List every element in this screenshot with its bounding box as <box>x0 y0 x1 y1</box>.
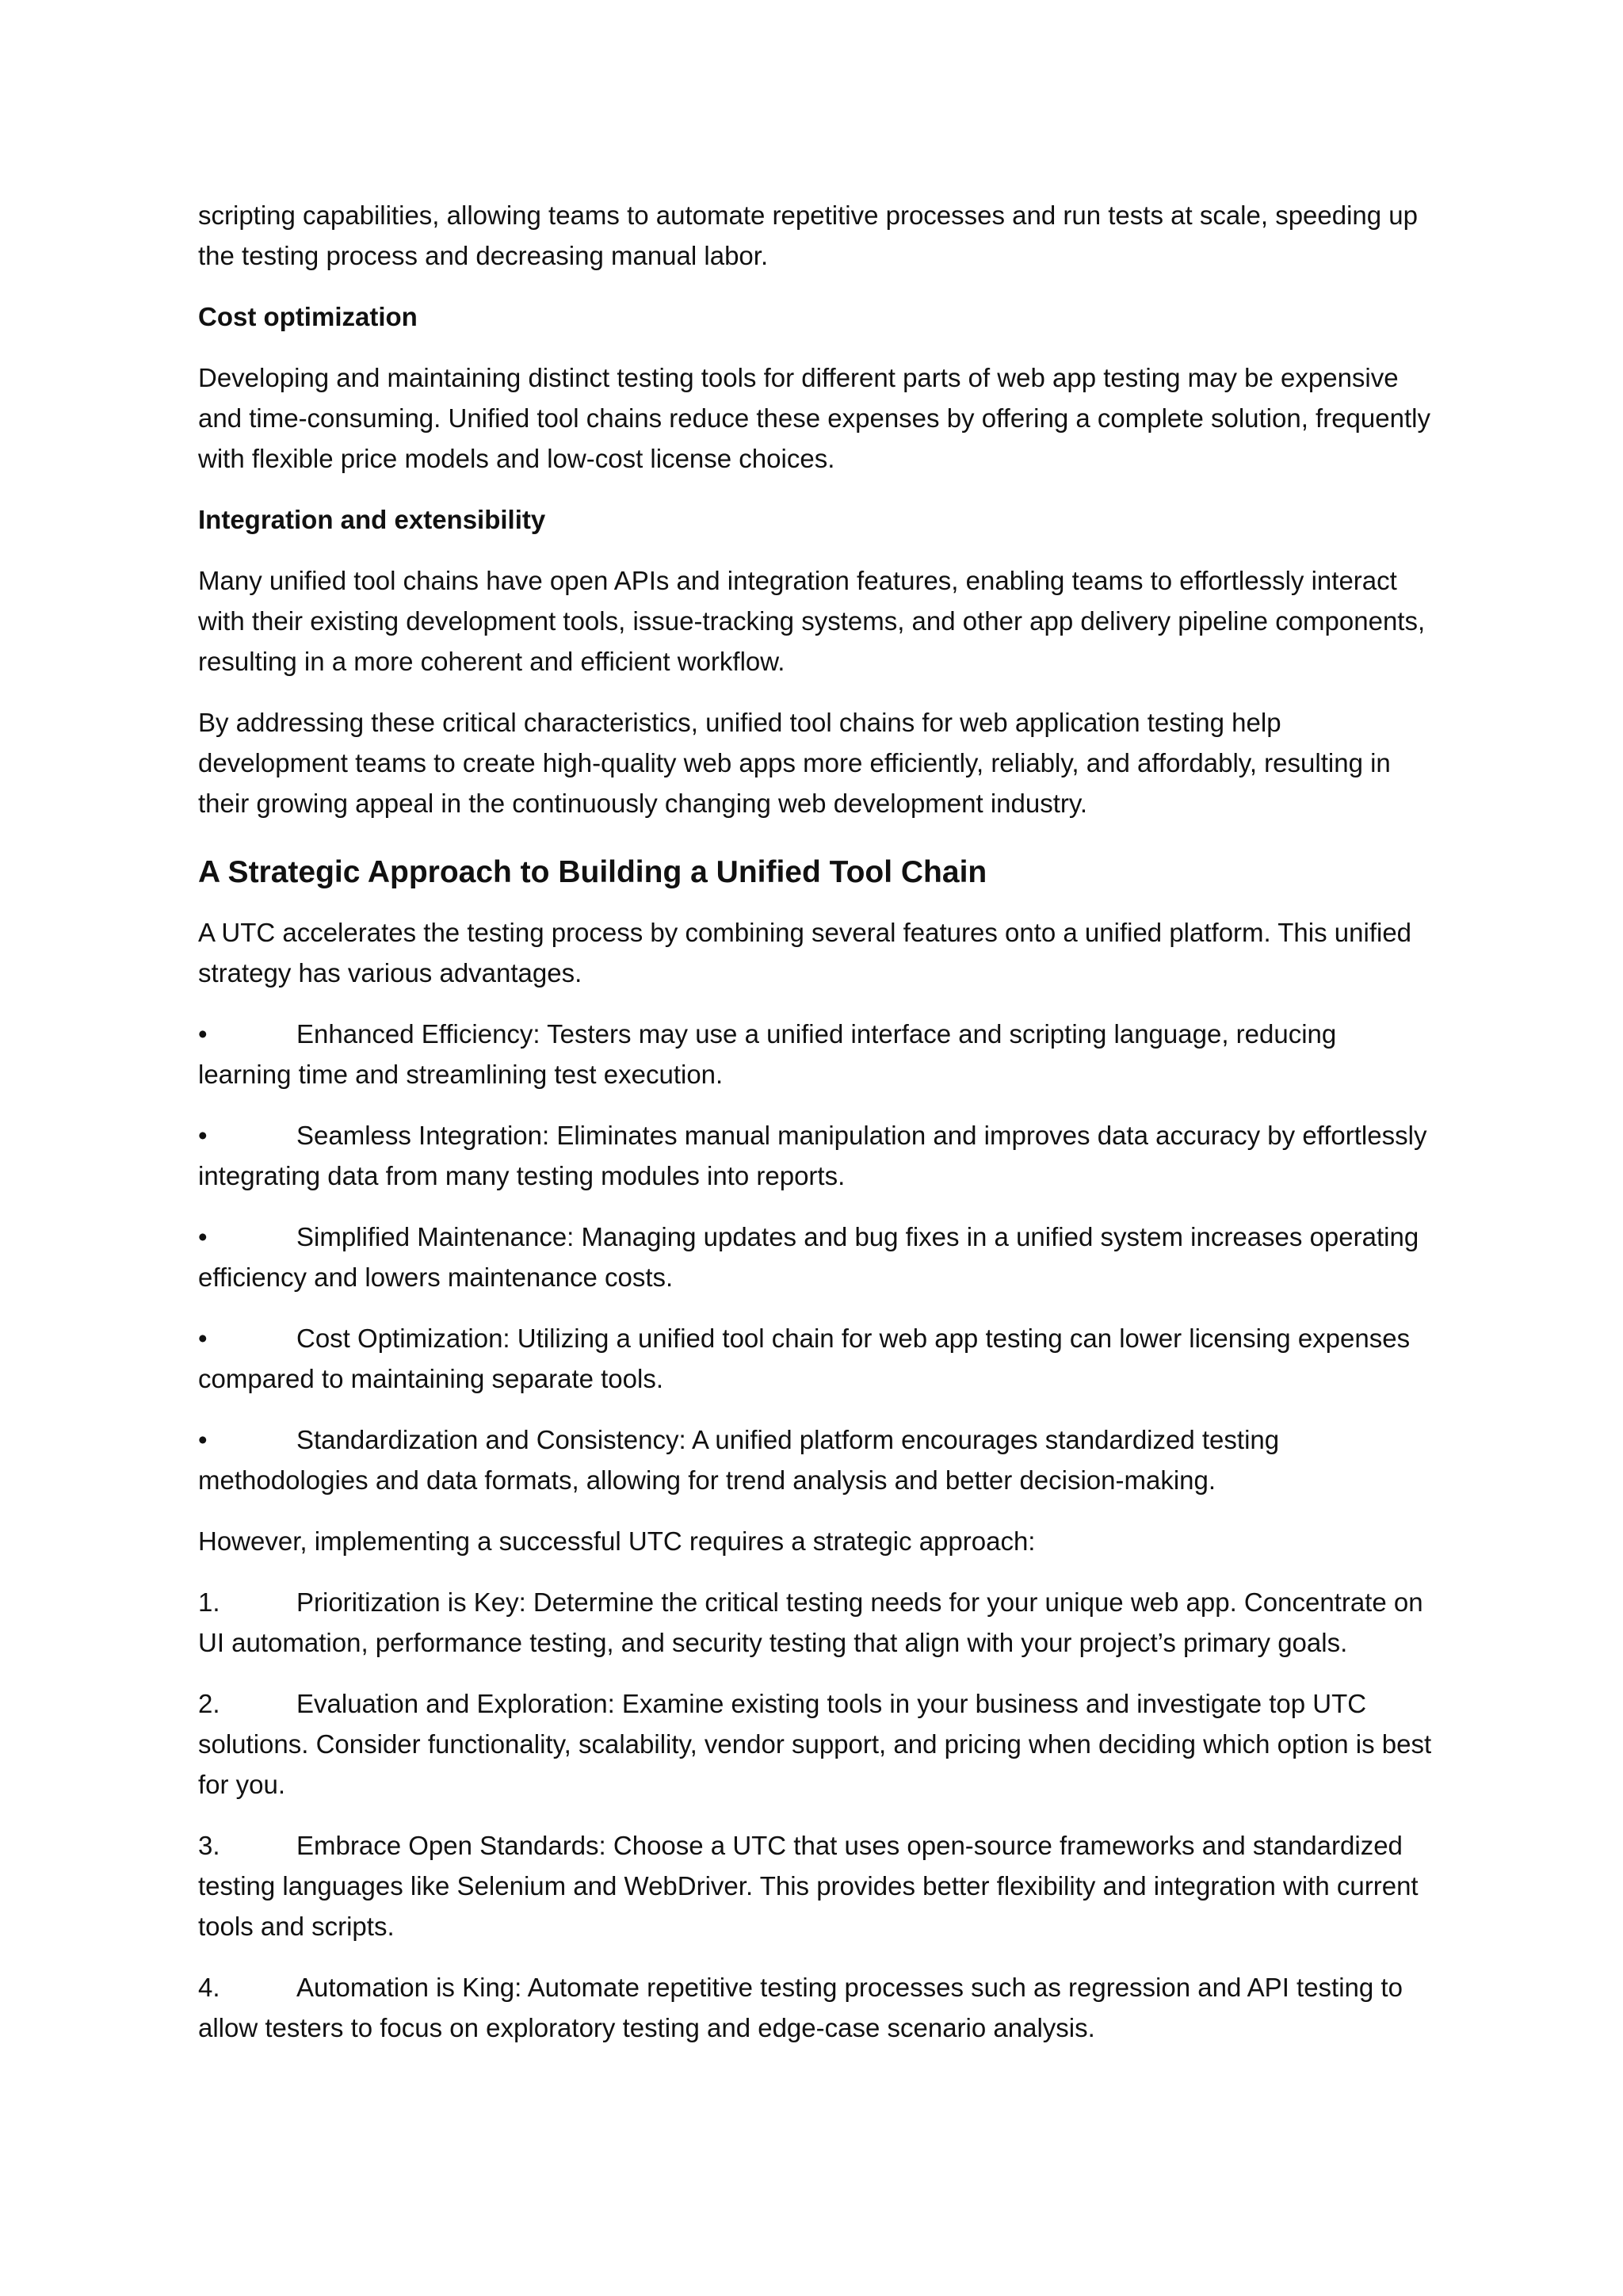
numbered-text: Automation is King: Automate repetitive testing processes such as regression and API testing to allow testers to focus on exploratory testing and edge-case scenario analysis. <box>198 1973 1403 2042</box>
bullet-text: Cost Optimization: Utilizing a unified tool chain for web app testing can lower licensing expenses compared to maintaining separate tools. <box>198 1324 1411 1393</box>
numbered-item <box>198 1582 1434 1663</box>
number-marker: 1. <box>198 1587 220 1617</box>
bullet-text: Seamless Integration: Eliminates manual manipulation and improves data accuracy by effortlessly integrating data from many testing modules into reports. <box>198 1121 1427 1190</box>
cost-optimization-heading: Cost optimization <box>198 302 418 331</box>
numbered-text: Prioritization is Key: Determine the critical testing needs for your unique web app. Concentrate on UI automation, performance testing, and security testing that align with your project’s primary goals. <box>198 1587 1423 1657</box>
integration-heading: Integration and extensibility <box>198 505 546 534</box>
numbered-text: Embrace Open Standards: Choose a UTC that uses open-source frameworks and standardized testing languages like Selenium and WebDriver. This provides better flexibility and integration with current tools and scripts. <box>198 1831 1419 1941</box>
bullet-text: Simplified Maintenance: Managing updates and bug fixes in a unified system increases operating efficiency and lowers maintenance costs. <box>198 1222 1419 1292</box>
number-marker: 4. <box>198 1973 220 2002</box>
bullet-text: Standardization and Consistency: A unified platform encourages standardized testing methodologies and data formats, allowing for trend analysis and better decision-making. <box>198 1425 1280 1495</box>
numbered-item <box>198 1683 1434 1805</box>
bullet-marker: • <box>198 1425 208 1454</box>
bullet-marker: • <box>198 1121 208 1150</box>
bullet-marker: • <box>198 1222 208 1251</box>
intro-paragraph: scripting capabilities, allowing teams to automate repetitive processes and run tests at scale, speeding up the testing process and decreasing manual labor. <box>198 201 1419 270</box>
cost-optimization-paragraph: Developing and maintaining distinct testing tools for different parts of web app testing may be expensive and time-consuming. Unified tool chains reduce these expenses by offering a complete solution, frequently with flexible price models and low-cost license choices. <box>198 363 1430 473</box>
bullet-item <box>198 1014 1434 1095</box>
strategic-approach-heading: A Strategic Approach to Building a Unified Tool Chain <box>198 855 987 889</box>
bullet-item <box>198 1419 1434 1500</box>
bullet-item <box>198 1217 1434 1297</box>
summary-paragraph: By addressing these critical characteristics, unified tool chains for web application testing help development teams to create high-quality web apps more efficiently, reliably, and affordably, resulting in their growing appeal in the continuously changing web development industry. <box>198 708 1391 818</box>
numbered-text: Evaluation and Exploration: Examine existing tools in your business and investigate top UTC solutions. Consider functionality, scalability, vendor support, and pricing when deciding which option is best for you. <box>198 1689 1432 1799</box>
number-marker: 3. <box>198 1831 220 1860</box>
however-paragraph: However, implementing a successful UTC requires a strategic approach: <box>198 1526 1036 1556</box>
bullet-item <box>198 1318 1434 1399</box>
numbered-item <box>198 1825 1434 1946</box>
number-marker: 2. <box>198 1689 220 1718</box>
bullet-marker: • <box>198 1324 208 1353</box>
bullet-marker: • <box>198 1019 208 1049</box>
bullet-item <box>198 1115 1434 1196</box>
bullet-text: Enhanced Efficiency: Testers may use a unified interface and scripting language, reducing learning time and streamlining test execution. <box>198 1019 1337 1089</box>
strategic-intro-paragraph: A UTC accelerates the testing process by combining several features onto a unified platform. This unified strategy has various advantages. <box>198 918 1412 988</box>
integration-paragraph: Many unified tool chains have open APIs and integration features, enabling teams to effortlessly interact with their existing development tools, issue-tracking systems, and other app delivery pipeline components, resulting in a more coherent and efficient workflow. <box>198 566 1426 676</box>
document-body <box>198 195 1434 2069</box>
numbered-item <box>198 1967 1434 2048</box>
